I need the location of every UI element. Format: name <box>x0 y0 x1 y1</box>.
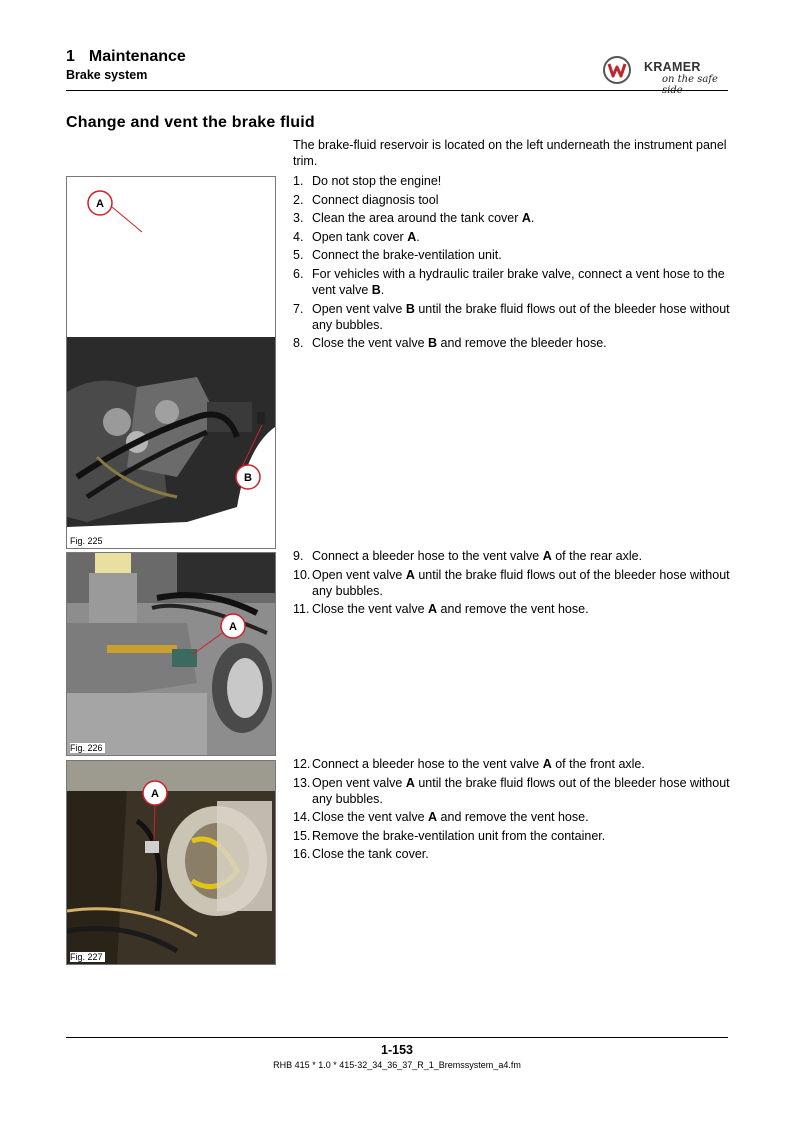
step-number: 14. <box>293 810 311 825</box>
step-text: Close the vent valve A and remove the vent hose. <box>312 602 589 617</box>
step-item <box>293 809 733 825</box>
callout-a: A <box>229 621 237 633</box>
step-item <box>293 567 733 599</box>
step-text: Connect diagnosis tool <box>312 192 439 207</box>
figure-225 <box>66 176 276 549</box>
step-text: Connect a bleeder hose to the vent valve A of the rear axle. <box>312 549 643 563</box>
step-number: 13. <box>293 775 311 790</box>
chapter-number: 1 <box>66 48 75 65</box>
step-item <box>293 301 733 333</box>
header-rule <box>66 90 728 91</box>
step-item <box>293 173 733 189</box>
section-title: Change and vent the brake fluid <box>66 114 315 131</box>
step-text: Open vent valve A until the brake fluid flows out of the bleeder hose without any bubbles. <box>312 567 730 598</box>
step-text: Close the vent valve B and remove the bleeder hose. <box>312 336 607 351</box>
step-number: 4. <box>293 229 304 244</box>
step-number: 6. <box>293 266 304 281</box>
kramer-logo <box>600 52 730 88</box>
step-number: 10. <box>293 567 311 582</box>
kramer-w-logo-icon <box>602 55 632 85</box>
step-text: Clean the area around the tank cover A. <box>312 211 535 226</box>
step-text: Connect the brake-ventilation unit. <box>312 248 502 263</box>
figure-caption: Fig. 225 <box>70 536 103 546</box>
document-reference: RHB 415 * 1.0 * 415-32_34_36_37_R_1_Bremssystem_a4.fm <box>273 1060 521 1070</box>
figure-caption: Fig. 227 <box>70 952 103 962</box>
step-text: Remove the brake-ventilation unit from the container. <box>312 828 606 843</box>
step-text: For vehicles with a hydraulic trailer brake valve, connect a vent hose to the vent valve B. <box>312 266 725 297</box>
step-text: Open vent valve B until the brake fluid flows out of the bleeder hose without any bubbles. <box>312 301 730 332</box>
step-number: 7. <box>293 301 304 316</box>
step-item <box>293 601 733 617</box>
step-number: 15. <box>293 828 311 843</box>
step-item <box>293 846 733 862</box>
steps-list-3 <box>293 756 733 865</box>
step-item <box>293 335 733 351</box>
step-item <box>293 775 733 807</box>
step-item <box>293 229 733 245</box>
step-item <box>293 548 733 564</box>
step-number: 1. <box>293 174 304 188</box>
figure-225-photo <box>67 177 275 548</box>
step-number: 8. <box>293 336 304 351</box>
steps-list-1 <box>293 173 733 354</box>
chapter-subtitle: Brake system <box>66 68 148 82</box>
figure-caption: Fig. 226 <box>70 743 103 753</box>
step-item <box>293 210 733 226</box>
logo-tagline: on the safe <box>662 74 718 85</box>
figure-226-photo <box>67 553 275 755</box>
step-number: 12. <box>293 757 311 771</box>
step-text: Close the vent valve A and remove the vent hose. <box>312 810 589 825</box>
footer-rule <box>66 1037 728 1038</box>
step-number: 3. <box>293 211 304 226</box>
step-item <box>293 828 733 844</box>
step-text: Close the tank cover. <box>312 847 429 862</box>
step-number: 9. <box>293 549 304 563</box>
intro-paragraph: The brake-fluid reservoir is located on the left underneath the instrument panel trim. <box>293 138 727 168</box>
step-item <box>293 266 733 298</box>
figure-227 <box>66 760 276 965</box>
figure-227-photo <box>67 761 275 964</box>
callout-b: B <box>244 472 252 484</box>
chapter-heading <box>66 48 186 66</box>
steps-list-2 <box>293 548 733 620</box>
step-text: Open vent valve A until the brake fluid flows out of the bleeder hose without any bubbles. <box>312 775 730 806</box>
step-item <box>293 247 733 263</box>
callout-a: A <box>96 198 104 210</box>
step-text: Do not stop the engine! <box>312 174 442 188</box>
page-number: 1-153 <box>381 1043 413 1057</box>
step-text: Connect a bleeder hose to the vent valve A of the front axle. <box>312 757 645 771</box>
logo-brand: KRAMER <box>644 60 701 74</box>
step-number: 2. <box>293 192 304 207</box>
chapter-title: Maintenance <box>88 48 186 65</box>
callout-a: A <box>151 788 159 800</box>
step-number: 5. <box>293 248 304 263</box>
step-number: 16. <box>293 847 311 862</box>
step-number: 11. <box>293 602 310 617</box>
step-item <box>293 756 733 772</box>
step-text: Open tank cover A. <box>312 229 420 244</box>
step-item <box>293 192 733 208</box>
figure-226 <box>66 552 276 756</box>
